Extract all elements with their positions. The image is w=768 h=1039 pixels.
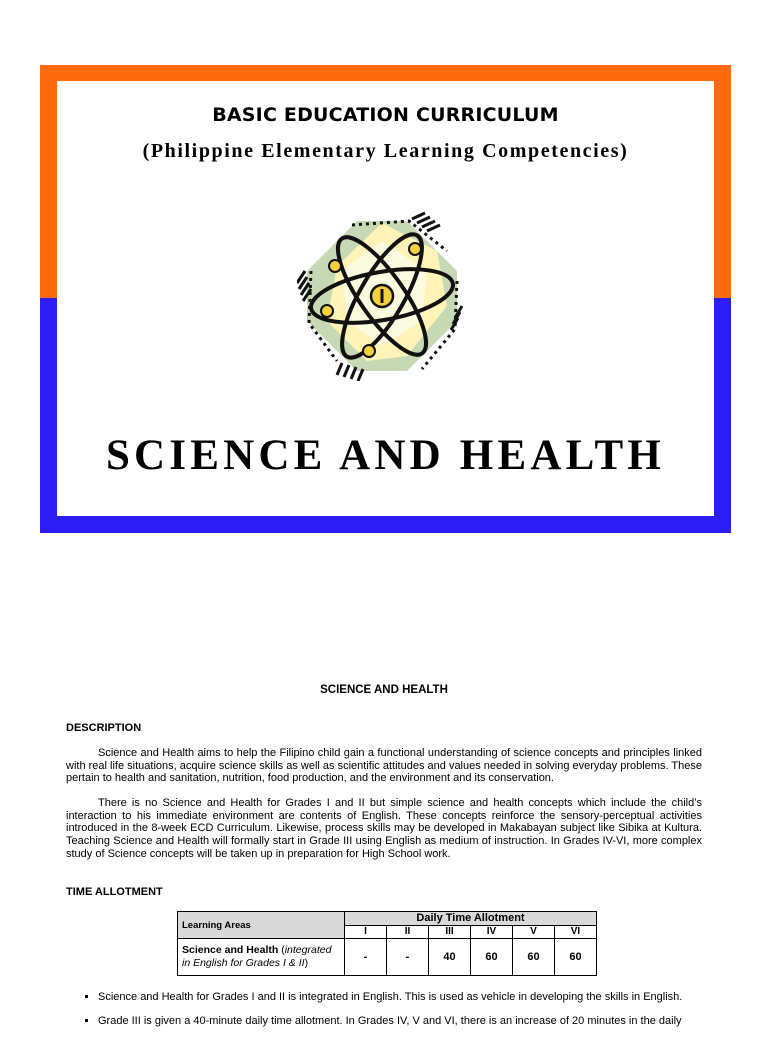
atom-icon xyxy=(297,211,467,381)
time-allotment-heading: TIME ALLOTMENT xyxy=(66,886,163,898)
subject-note-close: ) xyxy=(304,957,309,969)
subject-name: Science and Health xyxy=(182,944,279,956)
time-allotment-table xyxy=(177,911,597,976)
time-value: 60 xyxy=(513,939,555,976)
time-value: - xyxy=(387,939,429,976)
time-allotment-notes xyxy=(80,991,722,1039)
time-value: 40 xyxy=(429,939,471,976)
cover-main-title: SCIENCE AND HEALTH xyxy=(105,432,666,479)
list-item: ▪ Science and Health for Grades I and II is integrated in English. This is used as vehicle in developing the skills in English. xyxy=(98,991,722,1004)
subject-note: integrated in English for Grades I & II xyxy=(182,944,332,969)
time-value: - xyxy=(345,939,387,976)
cover-subtitle: (Philippine Elementary Learning Competencies) xyxy=(142,140,629,162)
description-paragraph-2: There is no Science and Health for Grades I and II but simple science and health concepts which include the child’s interaction to his immediate environment are contents of English. These concepts reinforce the sensory-perceptual activities introduced in the 8-week ECD Curriculum. Likewise, process skills may be developed in Makabayan subject like Sibika at Kultura. Teaching Science and Health will formally start in Grade III using English as medium of instruction. In Grades IV-VI, more complex study of Science concepts will be taken up in preparation for High School work. xyxy=(66,797,702,860)
subject-note-open: ( xyxy=(278,944,285,956)
subject-cell xyxy=(178,939,345,976)
grade-header: I xyxy=(345,925,387,939)
grade-header: V xyxy=(513,925,555,939)
grade-header: VI xyxy=(555,925,597,939)
description-paragraph-1: Science and Health aims to help the Filipino child gain a functional understanding of science concepts and principles linked with real life situations, acquire science skills as well as scientific attitudes and values needed in solving everyday problems. These pertain to health and sanitation, nutrition, food production, and the environment and its conservation. xyxy=(66,747,702,785)
daily-time-header: Daily Time Allotment xyxy=(345,912,597,926)
grade-header: III xyxy=(429,925,471,939)
description-heading: DESCRIPTION xyxy=(66,722,142,734)
document-title: SCIENCE AND HEALTH xyxy=(320,684,448,696)
cover-frame xyxy=(40,65,731,533)
time-value: 60 xyxy=(471,939,513,976)
cover-title: BASIC EDUCATION CURRICULUM xyxy=(212,104,559,126)
learning-areas-header: Learning Areas xyxy=(178,912,345,939)
cover-panel xyxy=(57,81,714,516)
grade-header: IV xyxy=(471,925,513,939)
time-value: 60 xyxy=(555,939,597,976)
grade-header: II xyxy=(387,925,429,939)
list-item: ▪ Grade III is given a 40-minute daily time allotment. In Grades IV, V and VI, there is an increase of 20 minutes in the daily xyxy=(98,1015,722,1028)
